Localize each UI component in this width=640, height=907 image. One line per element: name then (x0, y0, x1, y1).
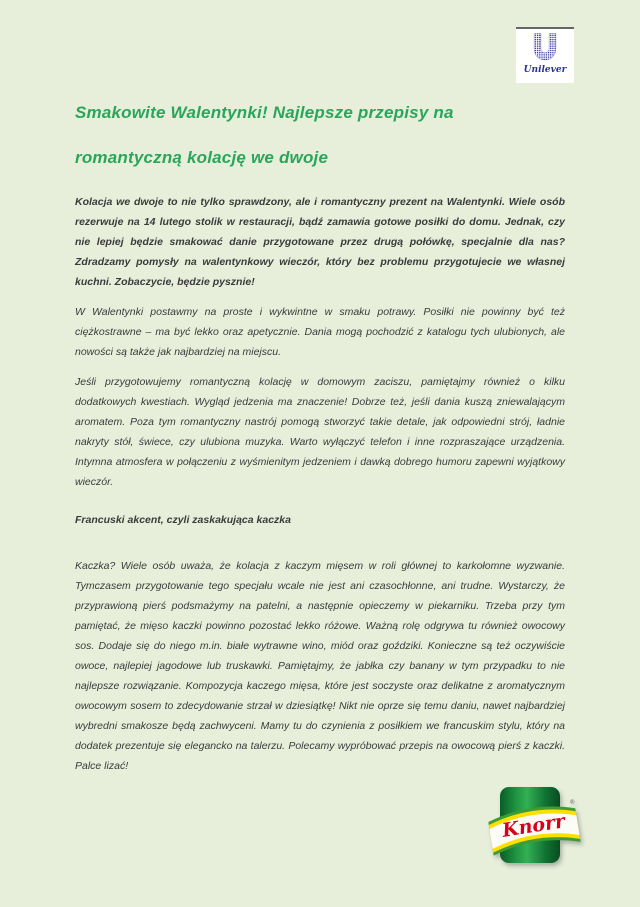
knorr-logo (484, 785, 584, 880)
knorr-logo-graphic (484, 785, 584, 880)
paragraph-simple-dishes: W Walentynki postawmy na proste i wykwintne w smaku potrawy. Posiłki nie powinny być też ciężkostrawne – ma być lekko oraz apetycznie. Dania mogą pochodzić z katalogu tych ulubionych, ale nowości są także jak najbardziej na miejscu. (75, 306, 565, 358)
document-content (75, 0, 565, 776)
knorr-wordmark: Knorr (500, 810, 567, 842)
paragraph-dinner-tips: Jeśli przygotowujemy romantyczną kolację w domowym zaciszu, pamiętajmy również o kilku dodatkowych kwestiach. Wygląd jedzenia ma znaczenie! Dobrze też, jeśli dania kuszą zniewalającym aromatem. Poza tym romantyczny nastrój pomogą stworzyć takie detale, jak odpowiedni strój, ładnie nakryty stół, świece, czy ulubiona muzyka. Warto wyłączyć telefon i inne rozpraszające urządzenia. Intymna atmosfera w połączeniu z wyśmienitym jedzeniem i dawką dobrego humoru zapewni wyjątkowy wieczór. (75, 376, 565, 488)
knorr-registered-mark: ® (569, 799, 576, 806)
paragraph-duck-recipe: Kaczka? Wiele osób uważa, że kolacja z kaczym mięsem w roli głównej to karkołomne wyzwanie. Tymczasem przygotowanie tego specjału wcale nie jest ani czasochłonne, ani trudne. Wystarczy, że przyprawioną pierś podsmażymy na patelni, a następnie opieczemy w piekarniku. Trzeba przy tym pamiętać, że mięso kaczki powinno pozostać lekko różowe. Ważną rolę odgrywa tu również owocowy sos. Dodaje się do niego m.in. białe wytrawne wino, miód oraz goździki. Konieczne są też oczywiście owoce, najlepiej jagodowe lub truskawki. Pamiętajmy, że jabłka czy banany w tym przypadku to nie najlepsze rozwiązanie. Kompozycja kaczego mięsa, które jest soczyste oraz delikatne z aromatycznym owocowym sosem to zdecydowanie strzał w dziesiątkę! Nikt nie oprze się temu daniu, nawet najbardziej wybredni smakosze będą zachwyceni. Mamy tu do czynienia z posiłkiem we francuskim stylu, który na dodatek prezentuje się elegancko na talerzu. Polecamy wypróbować przepis na owocową pierś z kaczki. Palce lizać! (75, 560, 565, 772)
section-subheading: Francuski akcent, czyli zaskakująca kaczka (75, 514, 291, 526)
lead-paragraph: Kolacja we dwoje to nie tylko sprawdzony, ale i romantyczny prezent na Walentynki. Wiele osób rezerwuje na 14 lutego stolik w restauracji, bądź zamawia gotowe posiłki do domu. Jednak, czy nie lepiej będzie smakować danie przygotowane przez drugą połówkę, specjalnie dla nas? Zdradzamy pomysły na walentynkowy wieczór, który bez problemu przygotujecie we własnej kuchni. Zobaczycie, będzie pysznie! (75, 196, 565, 288)
page-title: Smakowite Walentynki! Najlepsze przepisy na romantyczną kolację we dwoje (75, 103, 454, 167)
unilever-wordmark: Unilever (523, 65, 567, 75)
